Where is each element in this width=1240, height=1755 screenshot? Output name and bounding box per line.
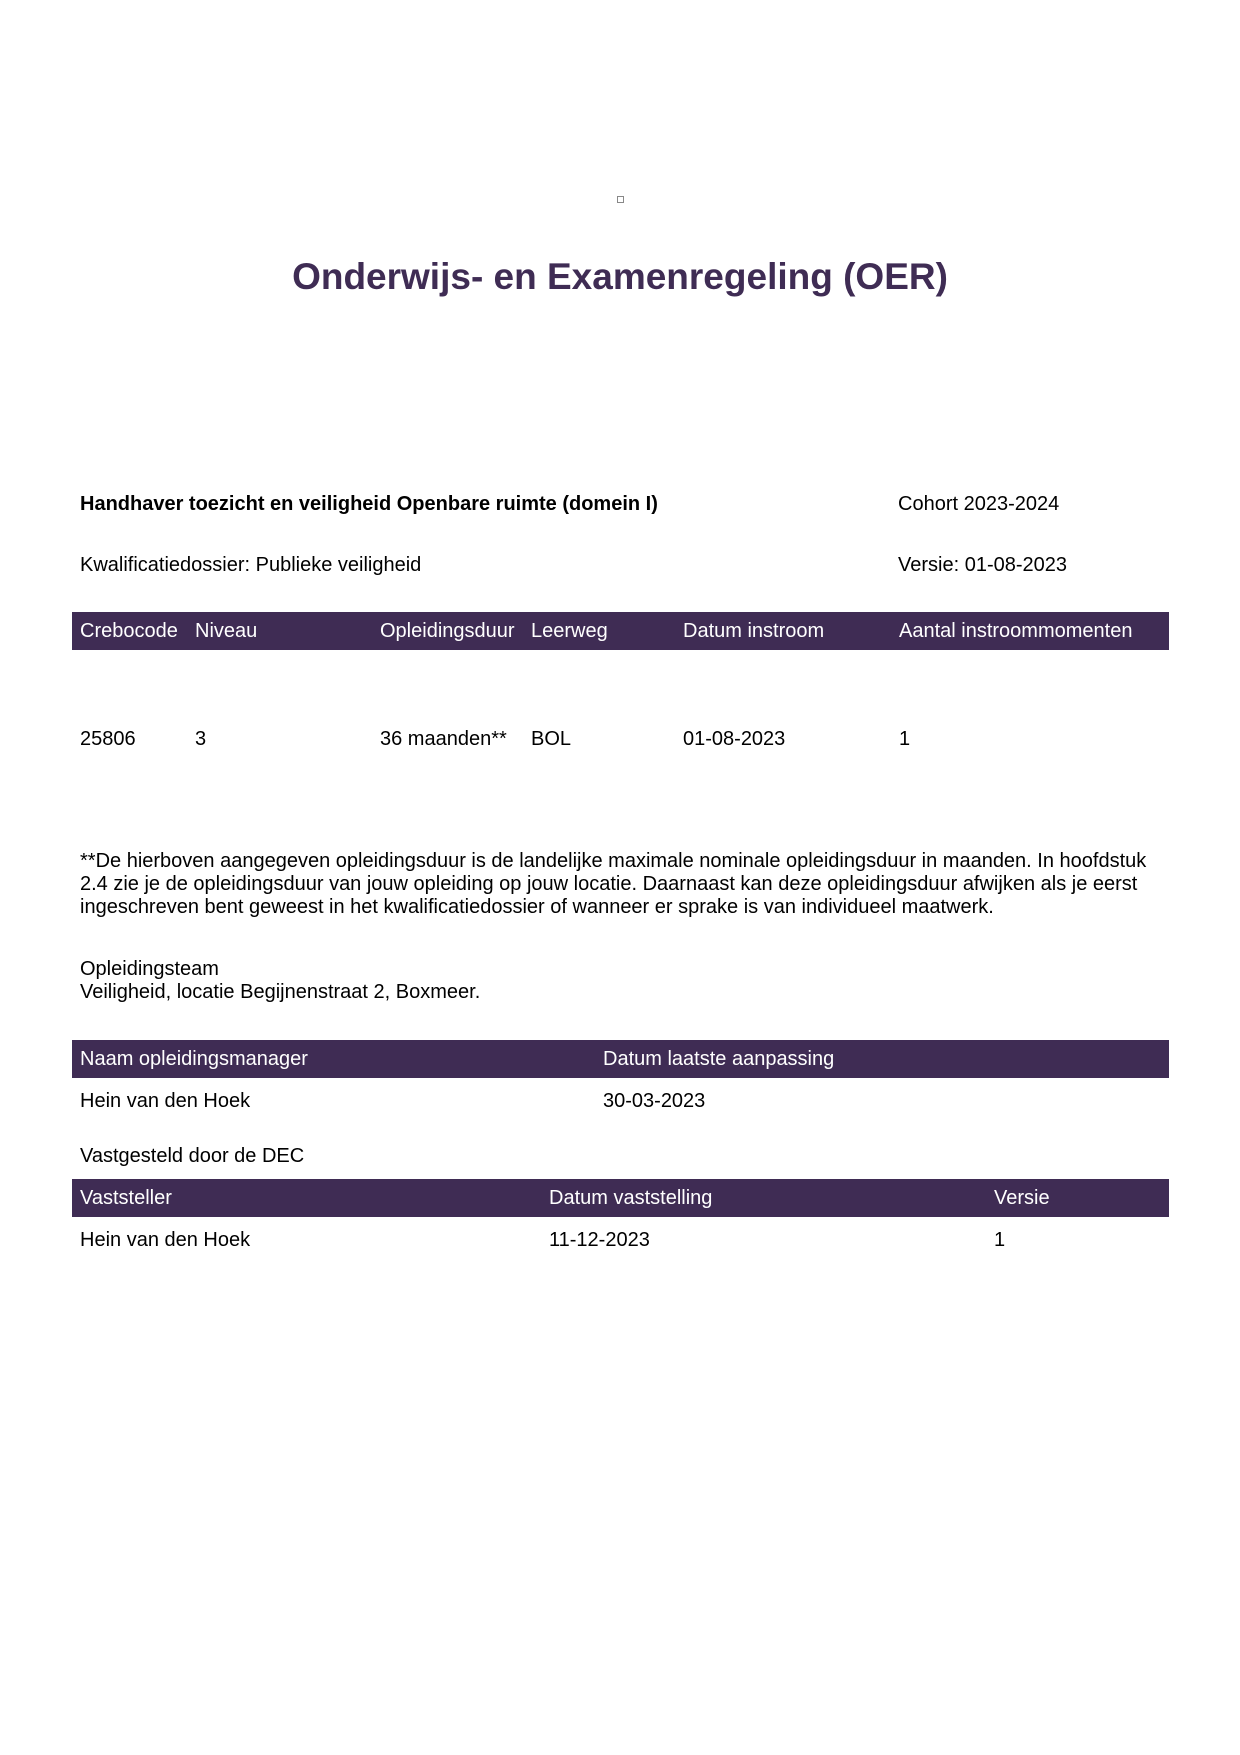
cell-versie: 1 <box>994 1229 1006 1251</box>
programme-table-header <box>72 612 1169 650</box>
header-datum-instroom: Datum instroom <box>683 620 825 642</box>
header-vaststeller: Vaststeller <box>80 1187 172 1209</box>
qualification-dossier: Kwalificatiedossier: Publieke veiligheid <box>80 554 422 576</box>
version-date: Versie: 01-08-2023 <box>898 554 1068 576</box>
cohort: Cohort 2023-2024 <box>898 493 1060 515</box>
header-opleidingsduur: Opleidingsduur <box>380 620 515 642</box>
manager-table-header <box>72 1040 1169 1078</box>
duration-footnote: **De hierboven aangegeven opleidingsduur is de landelijke maximale nominale opleidingsduur in maanden. In hoofdstuk 2.4 zie je de opleidingsduur van jouw opleiding op jouw locatie. Daarnaast kan deze opleidingsduur afwijken als je eerst ingeschreven bent geweest in het kwalificatiedossier of wanneer er sprake is van individueel maatwerk. <box>80 850 1147 918</box>
cell-opleidingsduur: 36 maanden** <box>380 728 507 750</box>
document-title: Onderwijs- en Examenregeling (OER) <box>292 256 948 297</box>
header-datum-laatste-aanpassing: Datum laatste aanpassing <box>603 1048 835 1070</box>
team-label: Opleidingsteam <box>80 958 219 980</box>
dec-table-header <box>72 1179 1169 1217</box>
header-naam-opleidingsmanager: Naam opleidingsmanager <box>80 1048 308 1070</box>
cell-crebocode: 25806 <box>80 728 136 750</box>
cell-vaststeller: Hein van den Hoek <box>80 1229 251 1251</box>
header-crebocode: Crebocode <box>80 620 178 642</box>
cell-leerweg: BOL <box>531 728 572 750</box>
cell-last-modified: 30-03-2023 <box>603 1090 706 1112</box>
dec-label: Vastgesteld door de DEC <box>80 1145 305 1167</box>
cell-manager-name: Hein van den Hoek <box>80 1090 251 1112</box>
cell-niveau: 3 <box>195 728 207 750</box>
header-datum-vaststelling: Datum vaststelling <box>549 1187 713 1209</box>
cell-datum-vaststelling: 11-12-2023 <box>549 1229 650 1251</box>
header-aantal-instroommomenten: Aantal instroommomenten <box>899 620 1133 642</box>
team-location: Veiligheid, locatie Begijnenstraat 2, Boxmeer. <box>80 981 481 1003</box>
header-versie: Versie <box>994 1187 1050 1209</box>
logo-placeholder <box>617 196 624 203</box>
cell-aantal-instroommomenten: 1 <box>899 728 911 750</box>
header-niveau: Niveau <box>195 620 258 642</box>
programme-name: Handhaver toezicht en veiligheid Openbare ruimte (domein I) <box>80 493 658 515</box>
header-leerweg: Leerweg <box>531 620 608 642</box>
cell-datum-instroom: 01-08-2023 <box>683 728 786 750</box>
